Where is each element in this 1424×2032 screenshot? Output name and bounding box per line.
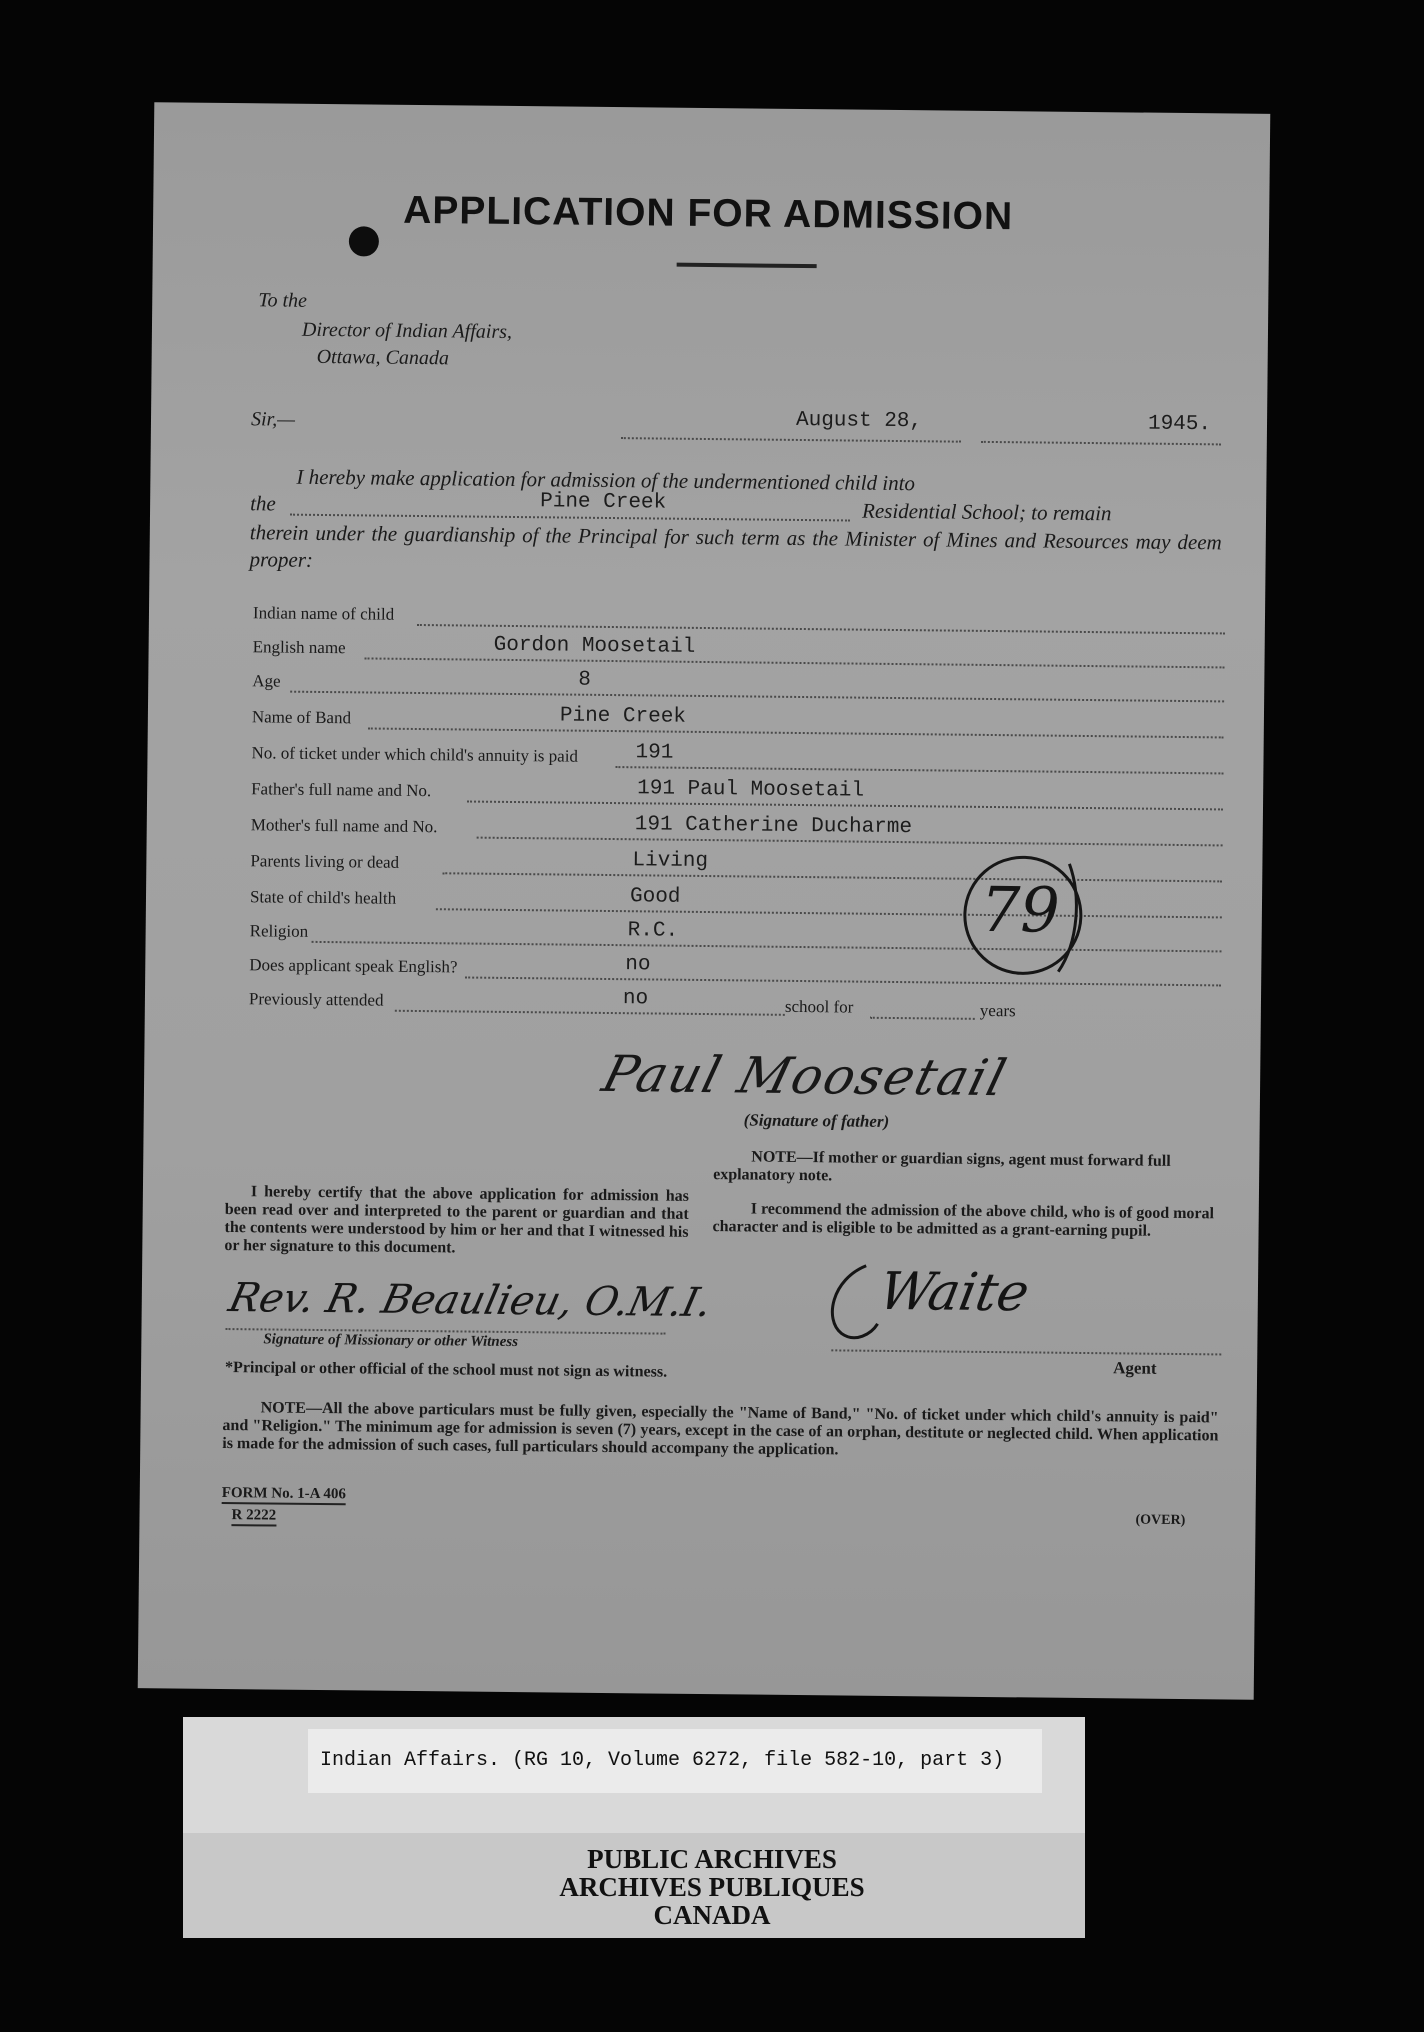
field-label: English name [252, 637, 346, 658]
form-r-number: R 2222 [231, 1507, 276, 1526]
field-value: Gordon Moosetail [493, 633, 696, 659]
field-value: Pine Creek [559, 704, 687, 729]
field-label: Religion [249, 921, 309, 941]
witness-signature: Rev. R. Beaulieu, O.M.I. [224, 1275, 717, 1327]
years-dotted-line [870, 1017, 975, 1020]
years-label: years [979, 1000, 1016, 1021]
addressee-line-3: Ottawa, Canada [316, 345, 450, 370]
field-label: Mother's full name and No. [250, 815, 438, 837]
archive-line-2: ARCHIVES PUBLIQUES [559, 1872, 865, 1902]
field-dotted-line [368, 727, 1224, 738]
field-dotted-line [290, 691, 1224, 703]
archive-line-1: PUBLIC ARCHIVES [587, 1844, 837, 1874]
field-value: 8 [578, 668, 592, 692]
date-day: August 28, [795, 408, 923, 434]
field-value: no [625, 953, 651, 977]
agent-signature: Waite [874, 1261, 1034, 1324]
addressee-line-2: Director of Indian Affairs, [301, 318, 513, 343]
field-label: Previously attended [248, 989, 384, 1010]
archive-reference: Indian Affairs. (RG 10, Volume 6272, file 582-10, part 3) [308, 1729, 1042, 1793]
field-label: No. of ticket under which child's annuity is paid [251, 743, 579, 766]
addressee-line-1: To the [258, 289, 308, 312]
school-for-label: school for [784, 996, 854, 1017]
father-signature: Paul Moosetail [596, 1045, 1014, 1108]
intro-the: the [250, 491, 276, 516]
witness-caption: Signature of Missionary or other Witness [263, 1331, 519, 1351]
agent-label: Agent [1113, 1358, 1157, 1378]
punch-hole [349, 226, 379, 256]
field-label: Indian name of child [252, 603, 395, 624]
title-underline [677, 263, 817, 268]
field-value: 191 Paul Moosetail [637, 777, 865, 803]
field-value: R.C. [627, 919, 679, 943]
salutation: Sir,— [250, 408, 296, 431]
field-dotted-line [465, 977, 1221, 987]
witness-note: *Principal or other official of the school must not sign as witness. [224, 1359, 668, 1381]
intro-line-3: therein under the guardianship of the Principal for such term as the Minister of Mines and Resources may deem proper: [249, 520, 1222, 572]
agent-signature-mark [821, 1249, 1062, 1352]
form-number: FORM No. 1-A 406 [222, 1485, 346, 1505]
archive-line-3: CANADA [653, 1900, 771, 1930]
field-dotted-line [615, 766, 1223, 774]
field-dotted-line [365, 657, 1225, 668]
field-label: State of child's health [249, 887, 397, 908]
field-dotted-line [442, 872, 1222, 882]
field-label: Does applicant speak English? [249, 955, 458, 977]
field-label: Father's full name and No. [251, 779, 432, 801]
field-dotted-line [417, 624, 1225, 634]
over-label: (OVER) [1135, 1512, 1186, 1529]
field-label: Parents living or dead [250, 851, 400, 872]
year-dotted-line [981, 441, 1221, 446]
field-value: Living [632, 849, 709, 874]
intro-line-2: Residential School; to remain [861, 498, 1112, 526]
field-dotted-line [436, 908, 1222, 918]
recommendation-text: I recommend the admission of the above child, who is of good moral character and is eligible to be admitted as a grant-earning pupil. [712, 1200, 1215, 1240]
form-title: APPLICATION FOR ADMISSION [402, 188, 1014, 239]
field-label: Age [252, 671, 281, 691]
field-value: 191 Catherine Ducharme [634, 813, 913, 840]
circled-number-annotation [940, 844, 1101, 986]
date-dotted-line [621, 437, 961, 443]
field-value: no [622, 987, 649, 1011]
field-label: Name of Band [251, 707, 352, 728]
father-signature-caption: (Signature of father) [743, 1110, 890, 1131]
field-value: Good [629, 885, 681, 909]
note-guardian: NOTE—If mother or guardian signs, agent must forward full explanatory note. [713, 1148, 1171, 1185]
intro-line-1: I hereby make application for admission of the undermentioned child into [296, 464, 916, 496]
application-form-page [138, 102, 1271, 1700]
date-year: 1945. [1147, 412, 1212, 437]
bottom-note: NOTE—All the above particulars must be fully given, especially the "Name of Band," "No. of ticket under which child's annuity is paid" and "Religion." The minimum age for admission is seven (7) years, except in the case of an orphan, destitute or neglected child. When application is made for the admission of such cases, full particulars should accompany the application. [222, 1399, 1219, 1459]
field-value: 191 [635, 741, 674, 765]
field-dotted-line [395, 1010, 785, 1016]
handwritten-number: 79 [980, 872, 1061, 947]
archive-reference-card [183, 1717, 1085, 1851]
school-name-value: Pine Creek [540, 490, 667, 515]
certification-text: I hereby certify that the above application for admission has been read over and interpreted to the parent or guardian and that the contents were understood by him or her and that I witnessed his or her signature to this document. [224, 1183, 689, 1257]
